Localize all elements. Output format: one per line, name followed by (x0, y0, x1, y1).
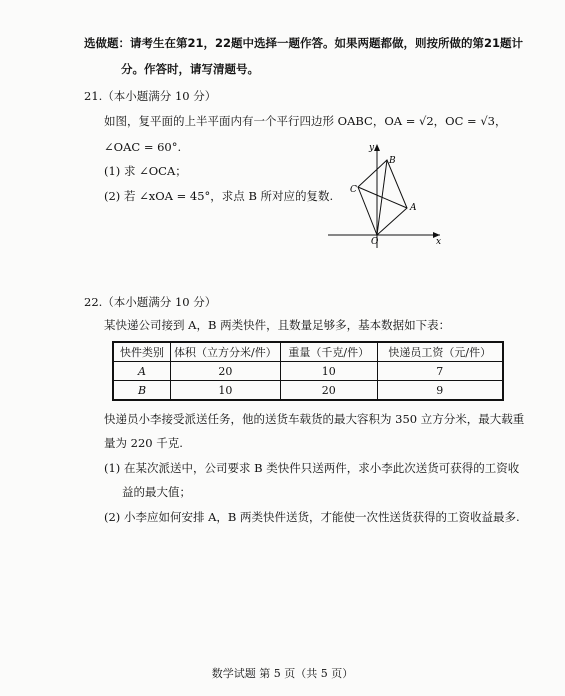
table-cell: 9 (377, 381, 503, 401)
y-axis-arrow (374, 144, 380, 151)
q21-part1: (1) 求 ∠OCA； (104, 164, 187, 178)
table-cell: 10 (171, 381, 281, 401)
table-cell: 7 (377, 362, 503, 381)
q22-title: 22.（本小题满分 10 分） (84, 295, 217, 309)
table-cell: 20 (171, 362, 281, 381)
q21-title: 21.（本小题满分 10 分） (84, 89, 217, 103)
label-a: A (410, 203, 417, 213)
parallelogram-figure (328, 140, 448, 254)
table-header-cell: 重量（千克/件） (280, 342, 377, 362)
table-cell-category: A (113, 362, 171, 381)
table-header-cell: 快件类别 (113, 342, 171, 362)
courier-data-table (112, 341, 504, 401)
table-cell: 10 (280, 362, 377, 381)
q22-part1-line1: (1) 在某次派送中，公司要求 B 类快件只送两件，求小李此次送货可获得的工资收 (104, 461, 520, 475)
q21-stem-line2: ∠OAC = 60°. (104, 140, 182, 154)
q22-paragraph-line1: 快递员小李接受派送任务，他的送货车载货的最大容积为 350 立方分米，最大载重 (104, 412, 525, 426)
table-row (113, 362, 503, 381)
label-b: B (389, 156, 396, 166)
q21-part2: (2) 若 ∠xOA = 45°，求点 B 所对应的复数. (104, 189, 334, 203)
label-x: x (436, 237, 442, 247)
diagonal-ob (377, 160, 387, 235)
elective-instruction-line1: 选做题：请考生在第21，22题中选择一题作答。如果两题都做，则按所做的第21题计 (84, 36, 524, 50)
q21-stem-line1: 如图，复平面的上半平面内有一个平行四边形 OABC，OA = √2，OC = √3， (104, 114, 507, 128)
q22-part1-line2: 益的最大值； (122, 485, 191, 499)
q22-part2: (2) 小李应如何安排 A，B 两类快件送货，才能使一次性送货获得的工资收益最多. (104, 510, 520, 524)
table-header-cell: 快递员工资（元/件） (377, 342, 503, 362)
parallelogram-diagram (328, 140, 448, 250)
q22-paragraph-line2: 量为 220 千克. (104, 436, 183, 450)
label-o: O (371, 237, 379, 247)
table-header-cell: 体积（立方分米/件） (171, 342, 281, 362)
q22-intro: 某快递公司接到 A，B 两类快件，且数量足够多，基本数据如下表： (104, 318, 451, 332)
table-cell: 20 (280, 381, 377, 401)
table-header-row (113, 342, 503, 362)
table-row (113, 381, 503, 401)
page-footer: 数学试题 第 5 页（共 5 页） (211, 667, 354, 680)
table-cell-category: B (113, 381, 171, 401)
label-c: C (350, 185, 357, 195)
elective-instruction-line2: 分。作答时，请写清题号。 (121, 62, 259, 76)
label-y: y (369, 143, 375, 153)
